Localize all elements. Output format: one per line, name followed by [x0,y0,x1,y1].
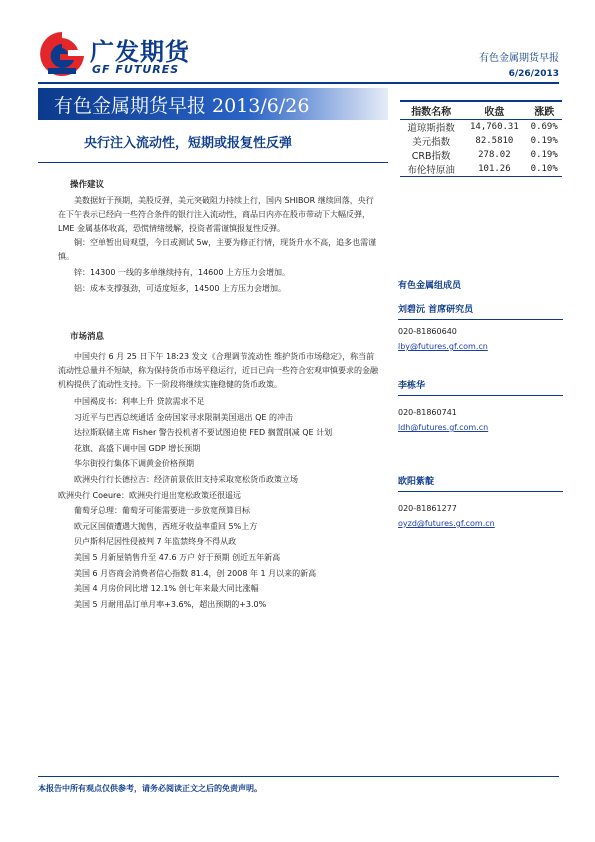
index-name: 布伦特原油 [400,162,462,177]
member-phone: 020-81860640 [398,327,457,336]
index-name: 道琼斯指数 [407,123,455,134]
member-divider [398,491,563,492]
report-type: 有色金属期货早报 [479,53,559,64]
index-change: 0.19% [530,136,558,146]
member-card [398,302,563,351]
list-item: 美国 5 月耐用品订单月率+3.6%，超出预期的+3.0% [74,599,267,609]
section-heading-operation: 操作建议 [70,180,105,190]
table-row [400,120,562,135]
member-email-link[interactable]: ldh@futures.gf.com.cn [398,423,489,432]
member-email-link[interactable]: lby@futures.gf.com.cn [398,342,488,351]
report-date: 6/26/2013 [508,69,559,79]
member-name: 欧阳紫靛 [398,477,435,487]
list-item: 美国 5 月新屋销售升至 47.6 万户 好于预期 创近五年新高 [74,552,281,562]
list-item: 欧洲央行行长德拉吉：经济前景依旧支持采取宽松货币政策立场 [74,474,298,484]
header-meta [479,52,559,82]
title-divider [38,162,388,163]
member-card [398,378,563,432]
member-email-link[interactable]: oyzd@futures.gf.com.cn [398,519,495,528]
member-divider [398,319,563,320]
table-row [400,134,562,148]
logo-en-text: GF FUTURES [92,63,180,76]
index-table-header [400,101,562,120]
index-table [400,100,562,177]
list-item: 欧元区国债遭遇大抛售，西班牙收益率重回 5%上方 [74,521,258,531]
operation-paragraph: 美数据好于预期，美股反弹，美元突破阻力持续上行，国内 SHIBOR 继续回落，央行在下午表示已经向一些符合条件的银行注入流动性，商品日内亦在股市带动下大幅反弹，LME 金属基体收高，恐慌情绪缓解，投资者需谨慎报复性反弹。 [58,196,374,233]
index-close: 14,760.31 [470,122,519,132]
list-item: 习近平与巴西总统通话 金砖国家寻求限制美国退出 QE 的冲击 [74,412,293,422]
footer-divider [38,776,559,777]
news-list [58,350,378,612]
operation-body [58,194,378,296]
list-item: 美国 4 月房价同比增 12.1% 创七年来最大同比涨幅 [74,584,259,594]
operation-paragraph: 铝：成本支撑强劲，可适度短多，14500 上方压力会增加。 [74,284,286,293]
operation-paragraph: 铜：空单暂出局观望，今日或测试 5w，主要为修正行情，现货升水不高，追多也需谨慎。 [58,238,377,261]
member-name: 刘碧沅 首席研究员 [398,305,474,315]
index-close: 101.26 [462,162,526,177]
col-header-name: 指数名称 [400,101,462,120]
index-change: 0.10% [526,162,562,177]
member-divider [398,395,563,396]
sidebar-title-block [398,278,563,291]
list-item: 欧洲央行 Coeure：欧洲央行退出宽松政策还很遥远 [58,490,242,500]
index-change: 0.19% [530,150,558,160]
index-name: 美元指数 [412,137,451,148]
member-card [398,474,563,528]
news-lead: 中国央行 6 月 25 日下午 18:23 发文《合理调节流动性 维护货币市场稳定》，称当前流动性总量并不短缺，称为保持货币市场平稳运行，近日已向一些符合宏观审慎要求的金融机构提供了流动性支持。下一阶段将继续实施稳健的货币政策。 [58,352,378,389]
member-phone: 020-81861277 [398,504,457,513]
index-close: 278.02 [478,150,511,160]
index-close: 82.5810 [475,136,514,146]
index-name: CRB指数 [411,151,451,162]
company-logo [38,30,228,86]
operation-paragraph: 锌：14300 一线的多单继续持有，14600 上方压力会增加。 [74,268,290,277]
list-item: 美国 6 月咨商会消费者信心指数 81.4，创 2008 年 1 月以来的新高 [74,568,317,578]
sidebar-title: 有色金属组成员 [398,281,462,291]
footer-disclaimer: 本报告中所有观点仅供参考，请务必阅读正文之后的免责声明。 [38,784,262,793]
col-header-change: 涨跌 [526,101,562,120]
logo-cn-text: 广发期货 [90,38,190,66]
list-item: 葡萄牙总理：葡萄牙可能需要进一步放宽预算目标 [74,506,250,516]
list-item: 达拉斯联储主席 Fisher 警告投机者不要试图迫使 FED 搁置削减 QE 计划 [74,428,333,438]
list-item: 华尔街投行集体下调黄金价格预期 [74,459,194,469]
index-change: 0.69% [530,122,558,132]
section-heading-news: 市场消息 [70,332,105,342]
list-item: 中国褐皮书：利率上升 贷款需求不足 [74,397,205,406]
col-header-close: 收盘 [462,101,526,120]
page-title: 有色金属期货早报 2013/6/26 [54,95,310,117]
list-item: 贝卢斯科尼因性侵被判 7 年监禁终身不得从政 [74,537,237,547]
member-name: 李栋华 [398,381,426,391]
gf-logo-icon [38,30,86,82]
table-row [400,162,562,177]
header-divider [38,82,559,84]
page-subtitle: 央行注入流动性，短期或报复性反弹 [84,136,293,151]
table-row [400,148,562,162]
list-item: 花旗、高盛下调中国 GDP 增长预期 [74,443,201,453]
member-phone: 020-81860741 [398,408,457,417]
